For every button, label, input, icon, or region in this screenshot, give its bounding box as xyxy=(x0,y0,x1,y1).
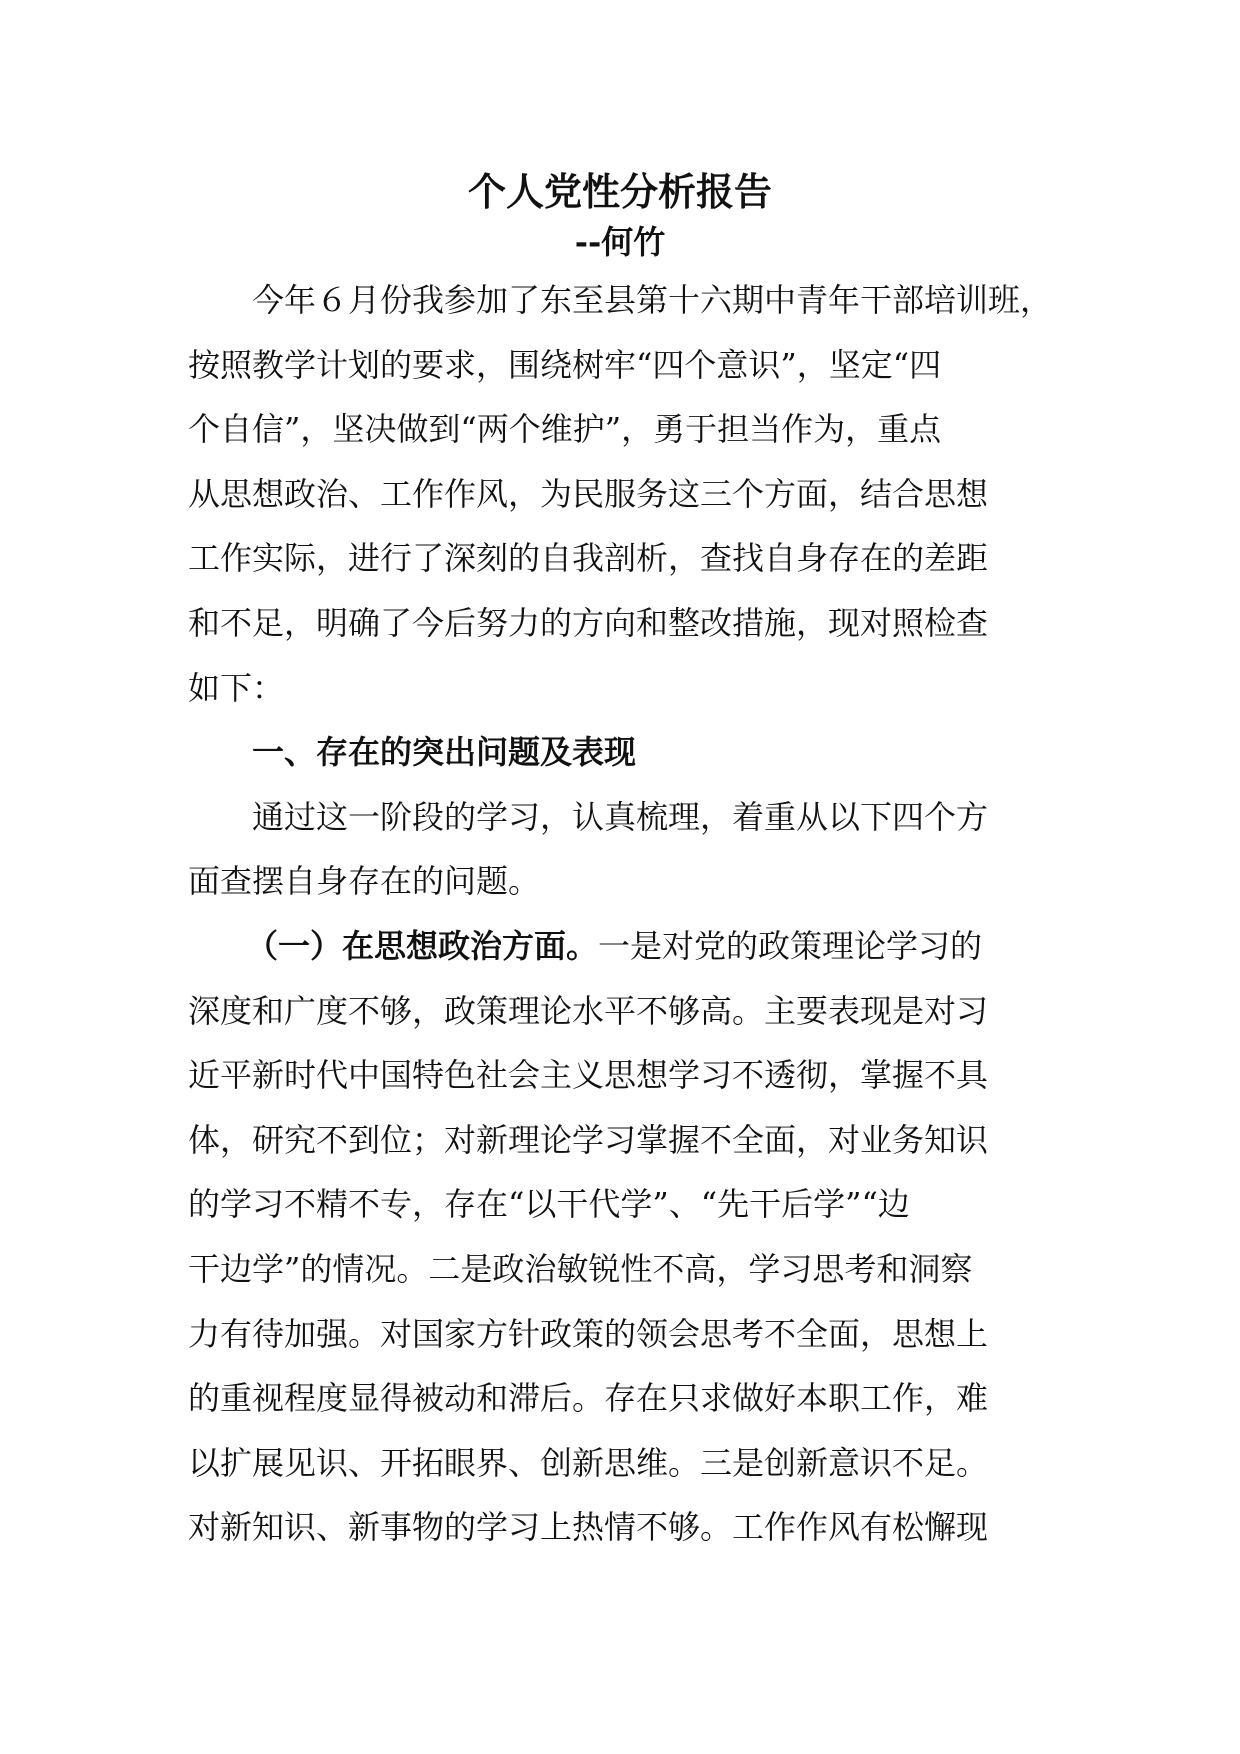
document-title: 个人党性分析报告 xyxy=(467,169,772,214)
paragraph-line: 通过这一阶段的学习，认真梳理，着重从以下四个方 xyxy=(252,797,989,836)
paragraph-line: 的学习不精不专，存在“以干代学”、“先干后学”“边 xyxy=(188,1185,910,1224)
paragraph-line: 个自信”，坚决做到“两个维护”，勇于担当作为，重点 xyxy=(188,410,942,449)
paragraph-line: 对新知识、新事物的学习上热情不够。工作作风有松懈现 xyxy=(188,1508,989,1547)
paragraph-text: 一是对党的政策理论学习的 xyxy=(598,926,983,965)
paragraph-line: 近平新时代中国特色社会主义思想学习不透彻，掌握不具 xyxy=(188,1056,989,1095)
paragraph-line: 按照教学计划的要求，围绕树牢“四个意识”，坚定“四 xyxy=(188,345,942,384)
paragraph-line: 今年６月份我参加了东至县第十六期中青年干部培训班， xyxy=(252,281,1053,319)
paragraph-line: 工作实际，进行了深刻的自我剖析，查找自身存在的差距 xyxy=(188,539,989,578)
paragraph-line: 面查摆自身存在的问题。 xyxy=(188,862,541,901)
subsection-first-line xyxy=(188,914,1060,979)
paragraph-line: 干边学”的情况。二是政治敏锐性不高，学习思考和洞察 xyxy=(188,1249,973,1288)
section-heading: 一、存在的突出问题及表现 xyxy=(252,733,637,772)
document-body xyxy=(188,268,1060,1560)
paragraph-line: 如下： xyxy=(188,668,285,707)
subsection-heading: （一）在思想政治方面。 xyxy=(246,926,599,965)
document-author: --何竹 xyxy=(574,223,666,261)
paragraph-line: 和不足，明确了今后努力的方向和整改措施，现对照检查 xyxy=(188,603,989,642)
paragraph-line: 力有待加强。对国家方针政策的领会思考不全面，思想上 xyxy=(188,1314,989,1353)
paragraph-line: 深度和广度不够，政策理论水平不够高。主要表现是对习 xyxy=(188,991,989,1030)
paragraph-line: 体，研究不到位；对新理论学习掌握不全面，对业务知识 xyxy=(188,1120,989,1159)
paragraph-line: 从思想政治、工作作风，为民服务这三个方面，结合思想 xyxy=(188,474,989,513)
paragraph-line: 的重视程度显得被动和滞后。存在只求做好本职工作，难 xyxy=(188,1379,989,1418)
paragraph-line: 以扩展见识、开拓眼界、创新思维。三是创新意识不足。 xyxy=(188,1443,989,1482)
